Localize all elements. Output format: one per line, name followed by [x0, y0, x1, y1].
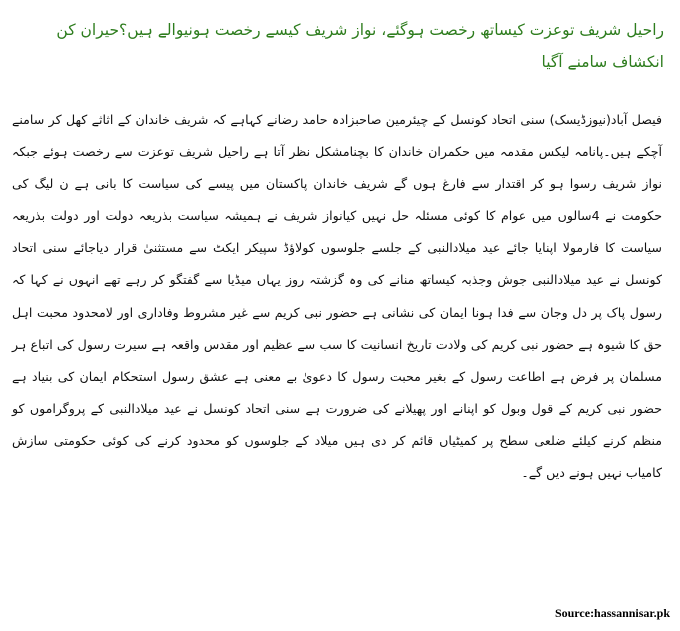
article-headline: راحیل شریف توعزت کیساتھ رخصت ہوگئے، نواز شریف کیسے رخصت ہونیوالے ہیں؟حیران کن انکشاف سامنے آگیا	[56, 21, 664, 71]
source-credit: Source:hassannisar.pk	[554, 606, 670, 620]
article-body: فیصل آباد(نیوزڈیسک) سنی اتحاد کونسل کے چیئرمین صاحبزادہ حامد رضانے کہاہے کہ شریف خاندان کے اثاثے کھل کر سامنے آچکے ہیں۔پانامہ لیکس مقدمہ میں حکمران خاندان کا بچنامشکل نظر آتا ہے راحیل شریف توعزت سے رخصت ہوئے جبکہ نواز شریف رسوا ہو کر اقتدار سے فارغ ہوں گے شریف خاندان پاکستان میں پیسے کی سیاست کا بانی ہے ن لیگ کی حکومت نے 4سالوں میں عوام کا کوئی مسئلہ حل نہیں کیانواز شریف نے ہمیشہ سیاست بذریعہ دولت اور دولت بذریعہ سیاست کا فارمولا اپنایا جائے عید میلادالنبی کے جلسے جلوسوں کولاؤڈ سپیکر ایکٹ سے مستثنیٰ قرار دیاجائے سنی اتحاد کونسل نے عید میلادالنبی جوش وجذبہ کیساتھ منانے کی وہ گزشتہ روز یہاں میڈیا سے گفتگو کر رہے تھے انہوں نے کہا کہ رسول پاک پر دل وجان سے فدا ہونا ایمان کی نشانی ہے حضور نبی کریم سے غیر مشروط وفاداری اور لامحدود محبت اہل حق کا شیوہ ہے حضور نبی کریم کی ولادت تاریخ انسانیت کا سب سے عظیم اور مقدس واقعہ ہے سیرت رسول کی اتباع ہر مسلمان پر فرض ہے اطاعت رسول کے بغیر محبت رسول کا دعویٰ بے معنی ہے عشق رسول استحکام ایمان کی بنیاد ہے حضور نبی کریم کے قول وبول کو اپنانے اور پھیلانے کی ضرورت ہے سنی اتحاد کونسل نے عید میلادالنبی کے پروگراموں کو منظم کرنے کیلئے ضلعی سطح پر کمیٹیاں قائم کر دی ہیں میلاد کے جلوسوں کو محدود کرنے کی کوئی حکومتی سازش کامیاب نہیں ہونے دیں گے۔	[12, 112, 663, 481]
